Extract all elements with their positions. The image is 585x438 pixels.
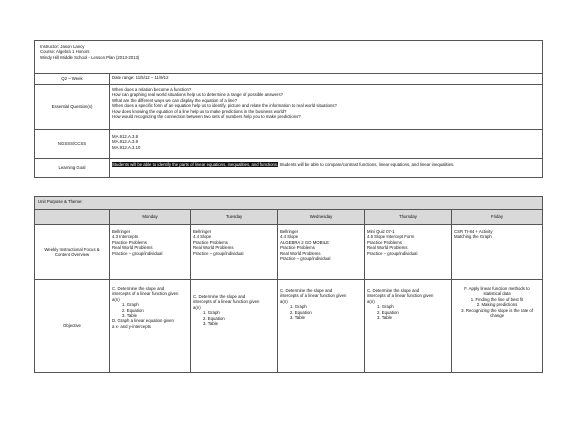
objective-item: intercepts of a linear function given <box>112 291 179 297</box>
weekly-item: Real World Problems <box>367 245 408 251</box>
objective-tuesday <box>191 280 278 373</box>
objective-item: 1. Graph <box>122 302 139 308</box>
eq-line: How can graphing real world situations help us to determine a range of possible answers? <box>112 92 284 98</box>
objective-item: intercepts of a linear function given <box>367 293 434 299</box>
objective-item: intercepts of a linear function given <box>280 293 347 299</box>
objective-item: 2. Equation <box>290 309 312 315</box>
objective-item: 2. Equation <box>203 315 225 321</box>
day-header-monday: Monday <box>110 210 191 225</box>
day-header-tuesday: Tuesday <box>191 210 278 225</box>
day-header-friday: Friday <box>452 210 543 225</box>
weekly-friday <box>452 225 543 280</box>
weekly-item: Real World Problems <box>280 250 321 256</box>
weekly-item: Practice Problems <box>280 245 315 251</box>
weekly-item: Practice Problems <box>193 239 228 245</box>
instructor-line: Instructor: Jason Lancy <box>40 44 85 49</box>
objective-item: change <box>489 313 505 319</box>
objective-item: 3. Table <box>122 313 137 319</box>
eq-line: How does knowing the equation of a line help us to make predictions in the business world? <box>112 108 287 114</box>
objective-item: C. Determine the slope and <box>367 288 420 293</box>
eq-line: How would recognizing the connection between two sets of numbers help you to make predictions? <box>112 114 301 120</box>
unit-purpose-title: Unit Purpose & Theme: <box>35 197 543 210</box>
day-header-wednesday: Wednesday <box>278 210 365 225</box>
course-line: Course: Algebra 1 Honors <box>40 49 90 55</box>
objective-item: 1. Graph <box>290 304 307 310</box>
section-spacer <box>34 178 542 196</box>
objective-item: 1. Graph <box>203 310 220 316</box>
objective-item: statistical data <box>483 291 511 297</box>
weekly-item: Real World Problems <box>193 245 234 251</box>
objective-item: 3. Recognizing the slope is the rate of <box>461 307 533 313</box>
weekly-item: Practice – group/individual <box>193 250 244 256</box>
objective-wednesday <box>278 280 365 373</box>
objective-item: 3. Table <box>203 321 218 327</box>
standard-code: MA.912.A.3.8 <box>112 134 139 139</box>
objective-monday <box>110 280 191 373</box>
objective-friday <box>452 280 543 373</box>
learning-goal-text <box>110 159 543 178</box>
eq-line: What are the different ways we can display the equation of a line? <box>112 97 238 103</box>
weekly-item: Bellringer <box>112 229 131 234</box>
objective-item: 2. Equation <box>122 307 144 313</box>
objective-item: a(n) <box>280 298 288 304</box>
objective-item: 2. Equation <box>377 309 399 315</box>
weekly-item: Mini Quiz 07-1 <box>367 229 395 234</box>
lesson-info-table <box>34 40 543 178</box>
objective-label: Objective <box>35 280 110 373</box>
objective-item: 1. Graph <box>377 304 394 310</box>
weekly-item: CSR TI-84 + Activity <box>454 229 493 234</box>
weekly-item: Practice – group/individual <box>367 250 418 256</box>
weekly-item: Bellringer <box>193 229 212 234</box>
objective-item: intercepts of a linear function given <box>193 299 260 305</box>
ngsss-list <box>110 130 543 159</box>
objective-item: a(n) <box>112 296 120 302</box>
weekly-item: Practice – group/individual <box>280 256 331 262</box>
header-cell <box>35 41 543 74</box>
learning-goal-highlight: Students will be able to identify the parts of linear equations, inequalities, and functions. <box>112 162 279 167</box>
weekly-item: 4.4 Slope <box>280 234 299 240</box>
weekly-wednesday <box>278 225 365 280</box>
essential-question-label: Essential Question(s) <box>35 85 110 130</box>
objective-item: a(n) <box>367 298 375 304</box>
objective-item: a(n) <box>193 304 201 310</box>
objective-item: C. Determine the slope and <box>112 286 165 291</box>
standard-code: MA.912.A.3.9 <box>112 139 139 145</box>
weekly-focus-label: Weekly Instructional Focus & Content Overview <box>35 225 110 280</box>
objective-thursday <box>365 280 452 373</box>
standard-code: MA.912.A.3.10 <box>112 144 141 150</box>
day-header-blank <box>35 210 110 225</box>
school-line: Windy Hill Middle School - Lesson Plan (2013-2013) <box>40 54 140 60</box>
weekly-item: Practice Problems <box>112 239 147 245</box>
eq-line: When does a relation become a function? <box>112 87 192 92</box>
ngsss-label: NGSSS/CCSS <box>35 130 110 159</box>
weekly-item: 4.3 Intercepts <box>112 234 139 240</box>
day-header-thursday: Thursday <box>365 210 452 225</box>
weekly-monday <box>110 225 191 280</box>
weekly-thursday <box>365 225 452 280</box>
week-value: Date range: 11/5/12 – 11/9/12 <box>110 74 543 85</box>
weekly-item: Practice Problems <box>367 239 402 245</box>
weekly-tuesday <box>191 225 278 280</box>
weekly-item: Matching the Graph <box>454 234 492 240</box>
objective-item: 1. Finding the line of best fit <box>470 296 524 302</box>
weekly-item: Real World Problems <box>112 245 153 251</box>
weekly-item: Practice – group/individual <box>112 250 163 256</box>
weekly-item: 4.4 Slope <box>193 234 212 240</box>
objective-item: D. Graph a linear equation given <box>112 318 174 324</box>
weekly-item: ALGEBRA 2 GO MOBILE <box>280 239 329 245</box>
weekly-item: Bellringer <box>280 229 299 234</box>
weekly-item: 4.5 Slope Intercept Form <box>367 234 415 240</box>
objective-item: C. Determine the slope and <box>280 288 333 293</box>
objective-item: 3. Table <box>290 315 305 321</box>
objective-item: 2. Making predictions <box>476 302 518 308</box>
objective-item: 3. Table <box>377 315 392 321</box>
objective-item: a x- and y-intercepts <box>112 323 151 329</box>
week-label: Q2 – Week <box>35 74 110 85</box>
learning-goal-rest: Students will be able to compare/contrast functions, linear equations, and linear inequalities. <box>278 162 455 167</box>
essential-question-list <box>110 85 543 130</box>
objective-item: F. Apply linear function methods to <box>464 286 530 291</box>
objective-item: C. Determine the slope and <box>193 294 246 299</box>
eq-line: When does a specific form of an equation help us to identify, picture and relate the information to real world situations? <box>112 103 337 109</box>
learning-goal-label: Learning Goal <box>35 159 110 178</box>
unit-table <box>34 196 543 373</box>
lesson-plan-document <box>34 40 542 373</box>
